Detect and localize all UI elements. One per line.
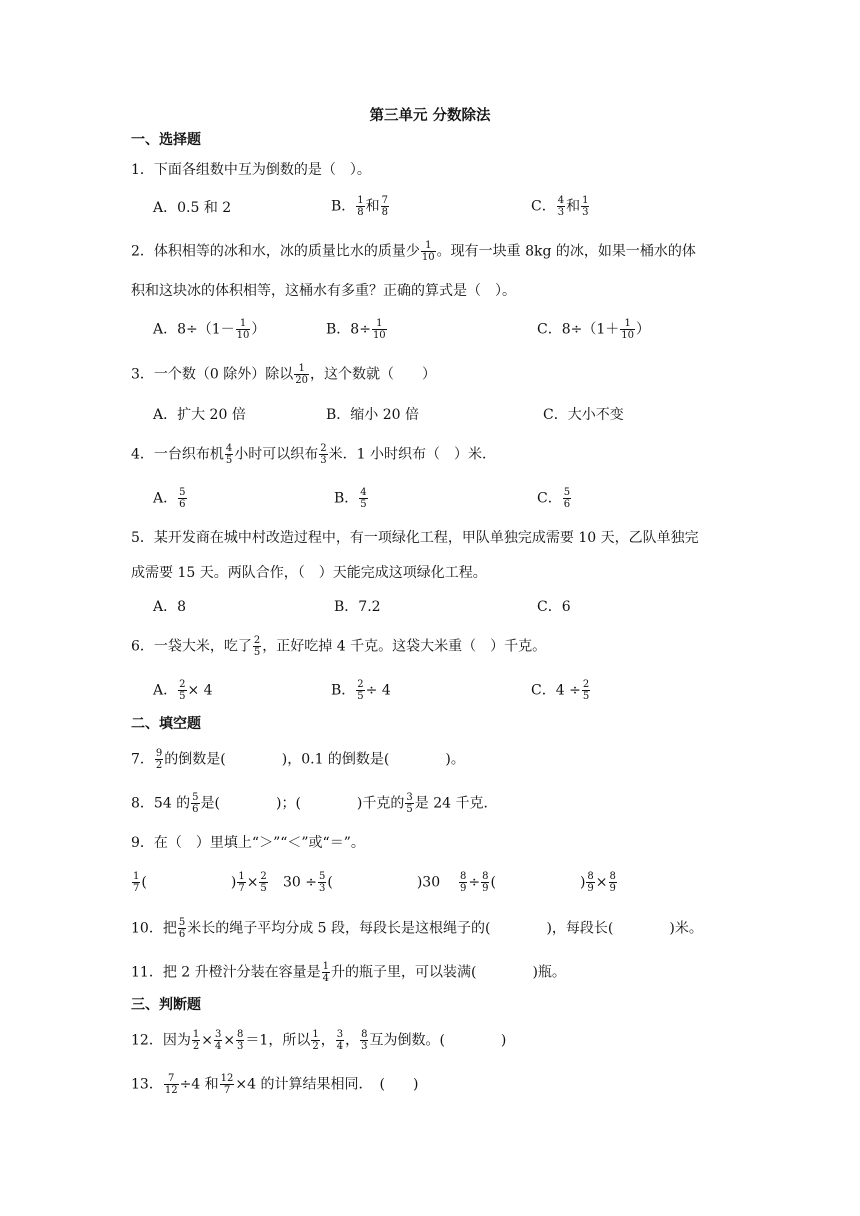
question-6-option-b <box>331 679 391 702</box>
fraction <box>318 871 326 894</box>
fraction-numerator: 2 <box>253 635 261 646</box>
fraction-denominator: 2 <box>192 1041 200 1052</box>
fraction-numerator: 3 <box>406 792 413 803</box>
text-segment: C．4 ÷ <box>531 682 581 699</box>
text-segment: 升的瓶子里，可以装满( )瓶。 <box>331 964 566 981</box>
fraction-denominator: 10 <box>621 330 634 341</box>
fraction-numerator: 1 <box>357 195 364 206</box>
question-9-expression-1 <box>131 871 269 894</box>
fraction-denominator: 9 <box>609 883 616 894</box>
question-2-option-a <box>153 318 265 341</box>
fraction-denominator: 3 <box>557 207 565 218</box>
fraction-denominator: 5 <box>357 691 364 702</box>
text-segment: 6．一袋大米，吃了 <box>131 638 252 655</box>
question-11 <box>131 961 566 984</box>
fraction <box>381 195 389 218</box>
text-segment: 13． <box>131 1076 163 1093</box>
fraction-numerator: 2 <box>357 679 364 690</box>
fraction <box>178 679 186 702</box>
fraction-numerator: 2 <box>320 443 327 454</box>
text-segment: × 4 <box>187 682 213 699</box>
fraction <box>582 679 590 702</box>
fraction-numerator: 8 <box>460 871 467 882</box>
fraction-denominator: 3 <box>320 455 327 466</box>
text-segment: ＝1，所以 <box>245 1032 311 1049</box>
text-segment: A．8÷（1－ <box>153 321 235 338</box>
question-3-option-b: B．缩小 20 倍 <box>326 407 420 423</box>
question-13 <box>131 1073 418 1096</box>
fraction-numerator: 5 <box>179 487 186 498</box>
fraction-denominator: 5 <box>360 499 367 510</box>
text-segment: × <box>201 1032 213 1049</box>
fraction <box>192 1029 200 1052</box>
fraction-denominator: 2 <box>312 1041 319 1052</box>
fraction <box>311 1029 319 1052</box>
text-segment: 和 <box>566 198 581 215</box>
question-9-expression-2 <box>283 871 440 894</box>
fraction <box>237 871 245 894</box>
fraction <box>609 871 617 894</box>
question-4-option-a <box>153 487 188 510</box>
fraction-denominator: 5 <box>582 691 590 702</box>
fraction <box>620 318 635 341</box>
fraction-denominator: 4 <box>322 973 329 984</box>
fraction-denominator: 7 <box>223 1085 231 1096</box>
fraction-numerator: 8 <box>361 1029 368 1040</box>
fraction-denominator: 5 <box>260 883 267 894</box>
fraction-numerator: 7 <box>381 195 389 206</box>
fraction-denominator: 7 <box>133 883 140 894</box>
fraction <box>322 961 330 984</box>
fraction-denominator: 9 <box>587 883 594 894</box>
fraction <box>225 443 233 466</box>
question-2-stem-line1 <box>131 240 696 263</box>
fraction-numerator: 1 <box>620 318 635 330</box>
fraction-numerator: 1 <box>421 240 436 252</box>
fraction-numerator: 12 <box>220 1073 234 1084</box>
fraction <box>359 487 367 510</box>
fraction <box>236 1029 244 1052</box>
fraction-numerator: 1 <box>192 1029 200 1040</box>
question-3-option-a: A．扩大 20 倍 <box>153 407 246 423</box>
text-segment: 8．54 的 <box>131 795 191 812</box>
fraction <box>581 195 589 218</box>
section-heading-choice: 一、选择题 <box>131 132 201 148</box>
fraction-numerator: 2 <box>179 679 186 690</box>
question-2-option-c <box>537 318 650 341</box>
fraction-numerator: 1 <box>294 363 309 375</box>
text-segment: B． <box>331 682 356 699</box>
question-12 <box>131 1029 506 1052</box>
fraction-denominator: 10 <box>421 252 435 263</box>
fraction-denominator: 20 <box>295 375 308 386</box>
fraction-denominator: 9 <box>482 883 489 894</box>
fraction-numerator: 5 <box>192 792 199 803</box>
text-segment: 7． <box>131 751 154 768</box>
fraction-denominator: 3 <box>361 1041 368 1052</box>
question-4-option-b <box>334 487 369 510</box>
text-segment: 。现有一块重 8kg 的冰，如果一桶水的体 <box>436 243 696 260</box>
text-segment: ，这个数就（ ） <box>310 366 436 383</box>
question-5-stem-line1: 5．某开发商在城中村改造过程中，有一项绿化工程，甲队单独完成需要 10 天，乙队单独完 <box>131 530 699 546</box>
fraction-numerator: 1 <box>133 871 140 882</box>
fraction-denominator: 5 <box>406 804 413 815</box>
question-4-stem <box>131 443 496 466</box>
fraction-numerator: 8 <box>237 1029 244 1040</box>
text-segment: 是 24 千克． <box>414 795 498 812</box>
fraction <box>319 443 327 466</box>
text-segment: C．8÷（1＋ <box>537 321 620 338</box>
fraction-denominator: 3 <box>237 1041 244 1052</box>
fraction-numerator: 5 <box>563 487 571 498</box>
question-8 <box>131 792 498 815</box>
fraction <box>563 487 571 510</box>
text-segment: ， <box>320 1032 335 1049</box>
question-4-option-c <box>537 487 572 510</box>
fraction-denominator: 10 <box>236 330 250 341</box>
fraction-numerator: 3 <box>336 1029 344 1040</box>
fraction-denominator: 7 <box>238 883 245 894</box>
fraction-numerator: 2 <box>582 679 590 690</box>
question-2-stem-line2: 积和这块冰的体积相等，这桶水有多重？正确的算式是（ ）。 <box>131 283 516 299</box>
text-segment: 小时可以织布 <box>234 446 319 463</box>
fraction <box>336 1029 344 1052</box>
fraction-denominator: 4 <box>336 1041 344 1052</box>
fraction-denominator: 4 <box>214 1041 222 1052</box>
question-2-option-b <box>326 318 388 341</box>
fraction <box>132 871 140 894</box>
text-segment: ( ) <box>490 874 586 891</box>
fraction-numerator: 8 <box>609 871 616 882</box>
fraction-numerator: 1 <box>312 1029 319 1040</box>
fraction-denominator: 10 <box>372 330 386 341</box>
question-9-expression-3 <box>458 871 618 894</box>
text-segment: B． <box>331 198 356 215</box>
question-6-option-c <box>531 679 591 702</box>
text-segment: 和 <box>365 198 380 215</box>
fraction-numerator: 1 <box>322 961 329 972</box>
question-5-option-a: A．8 <box>153 599 187 615</box>
fraction <box>586 871 594 894</box>
text-segment: × <box>595 874 608 891</box>
fraction <box>178 917 186 940</box>
question-1-option-b <box>331 195 390 218</box>
fraction <box>164 1073 179 1096</box>
text-segment: 10．把 <box>131 920 177 937</box>
question-1-option-a: A．0.5 和 2 <box>153 200 232 216</box>
text-segment: 4．一台织布机 <box>131 446 224 463</box>
text-segment: ， <box>345 1032 360 1049</box>
fraction <box>360 1029 368 1052</box>
question-3-stem <box>131 363 436 386</box>
fraction <box>421 240 436 263</box>
text-segment: ( ) <box>141 874 237 891</box>
fraction <box>459 871 467 894</box>
text-segment: ） <box>251 321 266 338</box>
fraction-numerator: 1 <box>372 318 387 330</box>
fraction <box>372 318 387 341</box>
text-segment: 12．因为 <box>131 1032 191 1049</box>
fraction-numerator: 5 <box>319 871 326 882</box>
fraction-numerator: 4 <box>360 487 367 498</box>
fraction-numerator: 1 <box>236 318 251 330</box>
page-title: 第三单元 分数除法 <box>369 108 491 124</box>
section-heading-true-false: 三、判断题 <box>131 997 201 1013</box>
fraction-numerator: 4 <box>225 443 233 454</box>
fraction-denominator: 6 <box>179 499 186 510</box>
text-segment: ÷ 4 <box>365 682 391 699</box>
fraction <box>178 487 186 510</box>
text-segment: C． <box>537 490 562 507</box>
text-segment: ×4 的计算结果相同． ( ) <box>235 1076 419 1093</box>
text-segment: × <box>223 1032 236 1049</box>
text-segment: 互为倒数。( ) <box>369 1032 507 1049</box>
fraction-denominator: 12 <box>164 1085 178 1096</box>
fraction-numerator: 7 <box>164 1073 179 1085</box>
fraction-denominator: 3 <box>582 207 589 218</box>
fraction <box>405 792 413 815</box>
fraction-denominator: 5 <box>253 647 261 658</box>
question-1-option-c <box>531 195 590 218</box>
question-9-stem: 9．在（ ）里填上“＞”“＜”或“＝”。 <box>131 835 365 851</box>
fraction-denominator: 8 <box>357 207 364 218</box>
fraction <box>155 748 163 771</box>
text-segment: ÷ <box>468 874 481 891</box>
question-6-stem <box>131 635 546 658</box>
fraction-numerator: 3 <box>214 1029 222 1040</box>
fraction-numerator: 4 <box>557 195 565 206</box>
question-5-stem-line2: 成需要 15 天。两队合作，（ ）天能完成这项绿化工程。 <box>131 565 487 581</box>
text-segment: ） <box>636 321 650 338</box>
fraction <box>253 635 261 658</box>
fraction <box>214 1029 222 1052</box>
text-segment: 是( )；( )千克的 <box>200 795 405 812</box>
text-segment: ( )30 <box>327 874 441 891</box>
fraction-denominator: 5 <box>179 691 186 702</box>
fraction-denominator: 3 <box>319 883 326 894</box>
fraction-denominator: 6 <box>563 499 571 510</box>
text-segment: 11．把 2 升橙汁分装在容量是 <box>131 964 321 981</box>
fraction-numerator: 2 <box>260 871 267 882</box>
text-segment: A． <box>153 682 178 699</box>
fraction-numerator: 5 <box>178 917 186 928</box>
fraction <box>220 1073 235 1096</box>
text-segment: B． <box>334 490 359 507</box>
text-segment: B．8÷ <box>326 321 371 338</box>
question-3-option-c: C．大小不变 <box>543 407 624 423</box>
fraction <box>356 679 364 702</box>
fraction <box>259 871 267 894</box>
fraction <box>557 195 565 218</box>
fraction <box>294 363 309 386</box>
fraction-numerator: 1 <box>238 871 245 882</box>
fraction-numerator: 9 <box>155 748 163 759</box>
question-6-option-a <box>153 679 213 702</box>
fraction-denominator: 2 <box>155 760 163 771</box>
fraction-denominator: 8 <box>381 207 389 218</box>
fraction <box>356 195 364 218</box>
text-segment: ，正好吃掉 4 千克。这袋大米重（ ）千克。 <box>262 638 547 655</box>
question-7 <box>131 748 465 771</box>
fraction-denominator: 5 <box>225 455 233 466</box>
fraction-denominator: 6 <box>192 804 199 815</box>
text-segment: 30 ÷ <box>283 874 317 891</box>
fraction <box>191 792 199 815</box>
question-5-option-c: C．6 <box>537 599 571 615</box>
text-segment: 2．体积相等的冰和水，冰的质量比水的质量少 <box>131 243 420 260</box>
question-10 <box>131 917 703 940</box>
text-segment: A． <box>153 490 178 507</box>
section-heading-fill-in: 二、填空题 <box>131 716 201 732</box>
fraction-numerator: 1 <box>582 195 589 206</box>
text-segment: 米．1 小时织布（ ）米． <box>328 446 497 463</box>
question-1-stem: 1．下面各组数中互为倒数的是（ ）。 <box>131 162 371 178</box>
fraction-numerator: 8 <box>587 871 594 882</box>
fraction <box>236 318 251 341</box>
fraction-denominator: 6 <box>178 929 186 940</box>
fraction-numerator: 8 <box>482 871 489 882</box>
text-segment: 3．一个数（0 除外）除以 <box>131 366 294 383</box>
text-segment: 的倒数是( )，0.1 的倒数是( )。 <box>164 751 465 768</box>
text-segment: 米长的绳子平均分成 5 段，每段长是这根绳子的( )，每段长( )米。 <box>187 920 703 937</box>
text-segment: ÷4 和 <box>179 1076 219 1093</box>
question-5-option-b: B．7.2 <box>334 599 381 615</box>
text-segment: × <box>246 874 259 891</box>
fraction-denominator: 9 <box>460 883 467 894</box>
fraction <box>481 871 489 894</box>
text-segment: C． <box>531 198 556 215</box>
